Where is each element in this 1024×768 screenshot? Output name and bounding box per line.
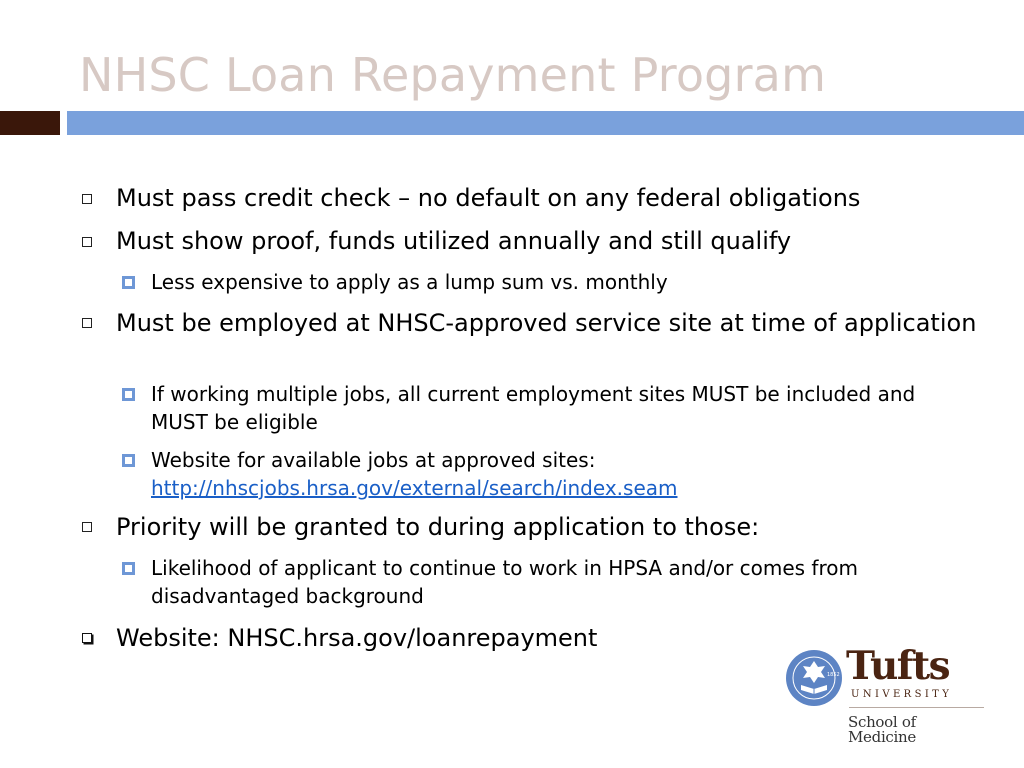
shadow-square-bullet-icon [82,633,92,643]
slide-title: NHSC Loan Repayment Program [79,48,827,102]
sub-bullet-item [151,446,951,502]
sub-bullet-item: Less expensive to apply as a lump sum vs. monthly [151,270,668,294]
sub-bullet-item: If working multiple jobs, all current employment sites MUST be included and MUST be eligible [151,382,916,434]
filled-square-bullet-icon [122,388,135,401]
logo-school-label: School of Medicine [848,713,916,746]
logo-wordmark: Tufts [846,643,950,689]
square-bullet-icon [82,194,92,204]
filled-square-bullet-icon [122,276,135,289]
svg-text:1852: 1852 [827,672,840,678]
square-bullet-icon [82,237,92,247]
jobs-site-link[interactable]: http://nhscjobs.hrsa.gov/external/search/index.seam [151,476,678,500]
bullet-item: Must pass credit check – no default on any federal obligations [116,184,861,212]
square-bullet-icon [82,522,92,532]
bullet-item: Must be employed at NHSC-approved service site at time of application [116,309,977,337]
bullet-item: Priority will be granted to during application to those: [116,513,760,541]
filled-square-bullet-icon [122,454,135,467]
bullet-item: Must show proof, funds utilized annually and still qualify [116,227,792,255]
sub-bullet-item: Likelihood of applicant to continue to work in HPSA and/or comes from disadvantaged background [151,556,858,608]
filled-square-bullet-icon [122,562,135,575]
square-bullet-icon [82,318,92,328]
tufts-logo [786,643,986,746]
logo-divider [849,707,984,708]
bullet-item: Website: NHSC.hrsa.gov/loanrepayment [116,624,598,652]
logo-university-label: UNIVERSITY [851,689,953,700]
tufts-seal-icon [786,650,842,706]
sub-bullet-text: Website for available jobs at approved sites: [151,448,596,472]
